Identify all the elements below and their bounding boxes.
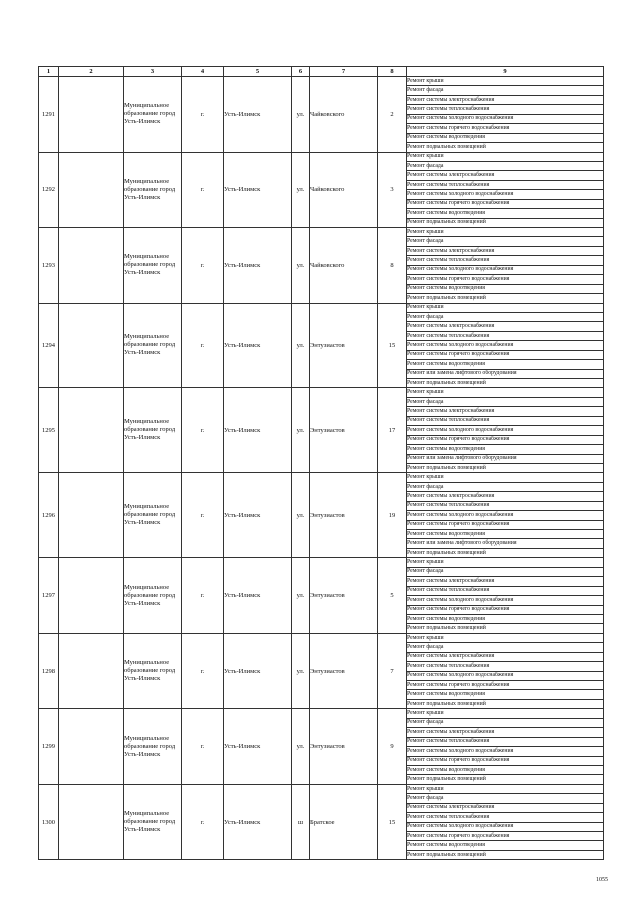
work-item: Ремонт системы теплоснабжения bbox=[407, 180, 604, 189]
table-row bbox=[39, 473, 604, 482]
street-type: ул. bbox=[292, 303, 310, 388]
street-name: Братское bbox=[310, 784, 378, 860]
table-row bbox=[39, 784, 604, 793]
work-item: Ремонт крыши bbox=[407, 558, 604, 567]
work-item: Ремонт системы водоотведения bbox=[407, 360, 604, 369]
work-item: Ремонт крыши bbox=[407, 473, 604, 482]
city-name: Усть-Илимск bbox=[224, 388, 292, 473]
empty-cell bbox=[59, 784, 124, 860]
work-item: Ремонт системы горячего водоснабжения bbox=[407, 350, 604, 359]
work-item: Ремонт системы холодного водоснабжения bbox=[407, 426, 604, 435]
work-item: Ремонт системы горячего водоснабжения bbox=[407, 124, 604, 133]
work-item: Ремонт системы теплоснабжения bbox=[407, 416, 604, 425]
work-item: Ремонт фасада bbox=[407, 397, 604, 406]
work-item: Ремонт системы электроснабжения bbox=[407, 577, 604, 586]
work-item: Ремонт подвальных помещений bbox=[407, 218, 604, 227]
city-name: Усть-Илимск bbox=[224, 709, 292, 785]
street-type: ш bbox=[292, 784, 310, 860]
column-header: 5 bbox=[224, 67, 292, 77]
work-item: Ремонт системы теплоснабжения bbox=[407, 662, 604, 671]
city-type: г. bbox=[182, 388, 224, 473]
work-item: Ремонт системы горячего водоснабжения bbox=[407, 275, 604, 284]
city-type: г. bbox=[182, 77, 224, 153]
empty-cell bbox=[59, 558, 124, 634]
work-item: Ремонт системы теплоснабжения bbox=[407, 813, 604, 822]
work-item: Ремонт системы теплоснабжения bbox=[407, 501, 604, 510]
work-item: Ремонт фасада bbox=[407, 161, 604, 170]
row-number: 1297 bbox=[39, 558, 59, 634]
work-item: Ремонт системы электроснабжения bbox=[407, 652, 604, 661]
municipality: Муниципальное образование город Усть-Илимск bbox=[124, 388, 182, 473]
municipality: Муниципальное образование город Усть-Илимск bbox=[124, 77, 182, 153]
empty-cell bbox=[59, 473, 124, 558]
street-name: Чайковского bbox=[310, 228, 378, 304]
street-name: Энтузиастов bbox=[310, 473, 378, 558]
work-item: Ремонт подвальных помещений bbox=[407, 775, 604, 784]
work-item: Ремонт системы водоотведения bbox=[407, 284, 604, 293]
work-item: Ремонт системы водоотведения bbox=[407, 765, 604, 774]
work-item: Ремонт системы электроснабжения bbox=[407, 246, 604, 255]
work-item: Ремонт системы горячего водоснабжения bbox=[407, 199, 604, 208]
street-name: Энтузиастов bbox=[310, 388, 378, 473]
work-item: Ремонт системы электроснабжения bbox=[407, 322, 604, 331]
city-name: Усть-Илимск bbox=[224, 152, 292, 228]
work-item: Ремонт фасада bbox=[407, 643, 604, 652]
house-number: 8 bbox=[378, 228, 407, 304]
work-item: Ремонт фасада bbox=[407, 86, 604, 95]
work-item: Ремонт фасада bbox=[407, 482, 604, 491]
street-name: Чайковского bbox=[310, 77, 378, 153]
work-item: Ремонт системы водоотведения bbox=[407, 530, 604, 539]
house-number: 19 bbox=[378, 473, 407, 558]
work-item: Ремонт подвальных помещений bbox=[407, 294, 604, 303]
page-number: 1055 bbox=[596, 877, 608, 883]
city-name: Усть-Илимск bbox=[224, 228, 292, 304]
street-type: ул. bbox=[292, 473, 310, 558]
city-type: г. bbox=[182, 473, 224, 558]
table-row bbox=[39, 303, 604, 312]
work-item: Ремонт или замена лифтового оборудования bbox=[407, 539, 604, 548]
work-item: Ремонт или замена лифтового оборудования bbox=[407, 454, 604, 463]
work-item: Ремонт фасада bbox=[407, 312, 604, 321]
municipality: Муниципальное образование город Усть-Илимск bbox=[124, 303, 182, 388]
work-item: Ремонт системы горячего водоснабжения bbox=[407, 435, 604, 444]
row-number: 1296 bbox=[39, 473, 59, 558]
work-item: Ремонт системы электроснабжения bbox=[407, 95, 604, 104]
city-type: г. bbox=[182, 152, 224, 228]
empty-cell bbox=[59, 709, 124, 785]
work-item: Ремонт системы электроснабжения bbox=[407, 728, 604, 737]
work-item: Ремонт фасада bbox=[407, 567, 604, 576]
street-type: ул. bbox=[292, 558, 310, 634]
work-item: Ремонт системы теплоснабжения bbox=[407, 586, 604, 595]
row-number: 1294 bbox=[39, 303, 59, 388]
work-item: Ремонт крыши bbox=[407, 784, 604, 793]
work-item: Ремонт фасада bbox=[407, 794, 604, 803]
house-number: 9 bbox=[378, 709, 407, 785]
register-table bbox=[38, 66, 604, 860]
street-name: Энтузиастов bbox=[310, 558, 378, 634]
row-number: 1299 bbox=[39, 709, 59, 785]
work-item: Ремонт подвальных помещений bbox=[407, 624, 604, 633]
house-number: 15 bbox=[378, 784, 407, 860]
municipality: Муниципальное образование город Усть-Илимск bbox=[124, 709, 182, 785]
street-name: Энтузиастов bbox=[310, 633, 378, 709]
row-number: 1298 bbox=[39, 633, 59, 709]
work-item: Ремонт крыши bbox=[407, 709, 604, 718]
city-type: г. bbox=[182, 303, 224, 388]
header-row bbox=[39, 67, 604, 77]
work-item: Ремонт системы горячего водоснабжения bbox=[407, 520, 604, 529]
city-name: Усть-Илимск bbox=[224, 473, 292, 558]
work-item: Ремонт системы водоотведения bbox=[407, 209, 604, 218]
empty-cell bbox=[59, 152, 124, 228]
empty-cell bbox=[59, 633, 124, 709]
empty-cell bbox=[59, 228, 124, 304]
table-body bbox=[39, 77, 604, 860]
street-type: ул. bbox=[292, 388, 310, 473]
column-header: 1 bbox=[39, 67, 59, 77]
table-row bbox=[39, 388, 604, 397]
house-number: 15 bbox=[378, 303, 407, 388]
city-type: г. bbox=[182, 558, 224, 634]
work-item: Ремонт системы холодного водоснабжения bbox=[407, 511, 604, 520]
column-header: 3 bbox=[124, 67, 182, 77]
work-item: Ремонт фасада bbox=[407, 237, 604, 246]
work-item: Ремонт системы холодного водоснабжения bbox=[407, 747, 604, 756]
work-item: Ремонт системы горячего водоснабжения bbox=[407, 681, 604, 690]
work-item: Ремонт подвальных помещений bbox=[407, 143, 604, 152]
street-type: ул. bbox=[292, 709, 310, 785]
work-item: Ремонт системы электроснабжения bbox=[407, 492, 604, 501]
work-item: Ремонт системы холодного водоснабжения bbox=[407, 190, 604, 199]
street-type: ул. bbox=[292, 152, 310, 228]
column-header: 6 bbox=[292, 67, 310, 77]
table-row bbox=[39, 558, 604, 567]
work-item: Ремонт системы холодного водоснабжения bbox=[407, 822, 604, 831]
house-number: 5 bbox=[378, 558, 407, 634]
city-type: г. bbox=[182, 784, 224, 860]
work-item: Ремонт крыши bbox=[407, 228, 604, 237]
empty-cell bbox=[59, 77, 124, 153]
work-item: Ремонт системы горячего водоснабжения bbox=[407, 605, 604, 614]
municipality: Муниципальное образование город Усть-Илимск bbox=[124, 558, 182, 634]
city-type: г. bbox=[182, 228, 224, 304]
column-header: 2 bbox=[59, 67, 124, 77]
work-item: Ремонт подвальных помещений bbox=[407, 699, 604, 708]
work-item: Ремонт подвальных помещений bbox=[407, 850, 604, 859]
table-row bbox=[39, 152, 604, 161]
work-item: Ремонт системы горячего водоснабжения bbox=[407, 756, 604, 765]
work-item: Ремонт системы теплоснабжения bbox=[407, 105, 604, 114]
work-item: Ремонт системы холодного водоснабжения bbox=[407, 265, 604, 274]
row-number: 1292 bbox=[39, 152, 59, 228]
work-item: Ремонт системы холодного водоснабжения bbox=[407, 671, 604, 680]
city-type: г. bbox=[182, 633, 224, 709]
work-item: Ремонт системы теплоснабжения bbox=[407, 256, 604, 265]
column-header: 7 bbox=[310, 67, 378, 77]
work-item: Ремонт крыши bbox=[407, 152, 604, 161]
work-item: Ремонт системы теплоснабжения bbox=[407, 331, 604, 340]
row-number: 1291 bbox=[39, 77, 59, 153]
municipality: Муниципальное образование город Усть-Илимск bbox=[124, 784, 182, 860]
table-row bbox=[39, 77, 604, 86]
municipality: Муниципальное образование город Усть-Илимск bbox=[124, 152, 182, 228]
work-item: Ремонт или замена лифтового оборудования bbox=[407, 369, 604, 378]
work-item: Ремонт подвальных помещений bbox=[407, 548, 604, 557]
city-name: Усть-Илимск bbox=[224, 303, 292, 388]
column-header: 8 bbox=[378, 67, 407, 77]
empty-cell bbox=[59, 388, 124, 473]
work-item: Ремонт подвальных помещений bbox=[407, 463, 604, 472]
city-type: г. bbox=[182, 709, 224, 785]
work-item: Ремонт крыши bbox=[407, 303, 604, 312]
work-item: Ремонт системы электроснабжения bbox=[407, 407, 604, 416]
city-name: Усть-Илимск bbox=[224, 784, 292, 860]
column-header: 9 bbox=[407, 67, 604, 77]
work-item: Ремонт системы водоотведения bbox=[407, 614, 604, 623]
municipality: Муниципальное образование город Усть-Илимск bbox=[124, 633, 182, 709]
house-number: 2 bbox=[378, 77, 407, 153]
street-type: ул. bbox=[292, 228, 310, 304]
work-item: Ремонт крыши bbox=[407, 388, 604, 397]
house-number: 7 bbox=[378, 633, 407, 709]
work-item: Ремонт системы водоотведения bbox=[407, 690, 604, 699]
work-item: Ремонт крыши bbox=[407, 633, 604, 642]
work-item: Ремонт подвальных помещений bbox=[407, 379, 604, 388]
work-item: Ремонт системы горячего водоснабжения bbox=[407, 832, 604, 841]
work-item: Ремонт системы водоотведения bbox=[407, 445, 604, 454]
empty-cell bbox=[59, 303, 124, 388]
table-row bbox=[39, 228, 604, 237]
row-number: 1293 bbox=[39, 228, 59, 304]
work-item: Ремонт системы холодного водоснабжения bbox=[407, 114, 604, 123]
city-name: Усть-Илимск bbox=[224, 633, 292, 709]
column-header: 4 bbox=[182, 67, 224, 77]
work-item: Ремонт системы водоотведения bbox=[407, 133, 604, 142]
house-number: 3 bbox=[378, 152, 407, 228]
row-number: 1300 bbox=[39, 784, 59, 860]
work-item: Ремонт системы холодного водоснабжения bbox=[407, 596, 604, 605]
street-name: Чайковского bbox=[310, 152, 378, 228]
table-row bbox=[39, 633, 604, 642]
city-name: Усть-Илимск bbox=[224, 558, 292, 634]
street-name: Энтузиастов bbox=[310, 709, 378, 785]
street-type: ул. bbox=[292, 633, 310, 709]
work-item: Ремонт системы электроснабжения bbox=[407, 803, 604, 812]
work-item: Ремонт фасада bbox=[407, 718, 604, 727]
work-item: Ремонт системы холодного водоснабжения bbox=[407, 341, 604, 350]
work-item: Ремонт системы водоотведения bbox=[407, 841, 604, 850]
municipality: Муниципальное образование город Усть-Илимск bbox=[124, 228, 182, 304]
work-item: Ремонт системы электроснабжения bbox=[407, 171, 604, 180]
work-item: Ремонт системы теплоснабжения bbox=[407, 737, 604, 746]
row-number: 1295 bbox=[39, 388, 59, 473]
municipality: Муниципальное образование город Усть-Илимск bbox=[124, 473, 182, 558]
city-name: Усть-Илимск bbox=[224, 77, 292, 153]
table-row bbox=[39, 709, 604, 718]
work-item: Ремонт крыши bbox=[407, 77, 604, 86]
street-name: Энтузиастов bbox=[310, 303, 378, 388]
house-number: 17 bbox=[378, 388, 407, 473]
street-type: ул. bbox=[292, 77, 310, 153]
